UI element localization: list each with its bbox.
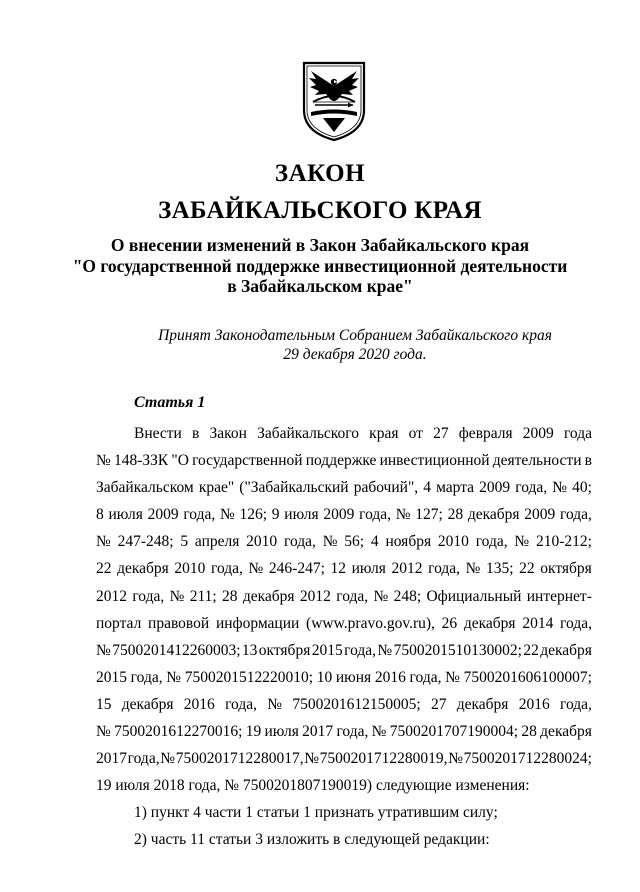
word: 148-ЗЗК — [113, 452, 169, 470]
word: года, — [283, 533, 316, 551]
body-line — [96, 447, 592, 474]
word: № — [96, 641, 111, 659]
word: 7500201612270016; — [114, 723, 243, 741]
word: 135; — [486, 560, 514, 578]
word: 2016 — [374, 668, 406, 686]
word: июля — [108, 506, 143, 524]
word: декабря — [456, 695, 509, 713]
word: февраля — [458, 425, 513, 442]
word: 2012 — [299, 587, 331, 605]
word: 2016 — [183, 695, 215, 713]
word: 2012 — [391, 560, 423, 578]
word: 26 — [441, 614, 458, 632]
word: декабря — [463, 614, 516, 632]
word: декабря — [242, 587, 295, 605]
word: 7500201712280019, — [319, 750, 448, 768]
word: 7500201512220010; — [184, 668, 314, 686]
word: правовой — [148, 614, 210, 632]
word: в — [192, 425, 200, 442]
word: 4 — [370, 533, 379, 551]
word: 56; — [344, 533, 365, 551]
word: 4 — [423, 479, 431, 497]
word: 40; — [572, 479, 592, 497]
article-heading: Статья 1 — [134, 394, 206, 411]
word: 27 — [433, 425, 449, 442]
word: июля — [351, 560, 386, 578]
body-line — [96, 691, 592, 718]
subtitle-line: в Забайкальском крае" — [227, 276, 413, 296]
word: № — [248, 560, 264, 578]
word: № — [96, 452, 111, 470]
word: поддержке — [305, 452, 377, 470]
word: апреля — [194, 533, 240, 551]
word: 9 — [271, 506, 280, 524]
word: года, — [560, 506, 592, 524]
word: № — [267, 695, 283, 713]
body-line — [96, 718, 592, 745]
word: рабочий", — [353, 479, 419, 497]
body-line — [96, 474, 592, 501]
word: 247-248; — [117, 533, 174, 551]
word: 5 — [180, 533, 189, 551]
word: года, — [336, 587, 369, 605]
word: 2015 — [311, 641, 343, 659]
word: года, — [560, 614, 592, 632]
word: крае" — [198, 479, 235, 497]
word: 2009 — [323, 506, 355, 524]
word: июля — [284, 506, 319, 524]
word: 246-247; — [268, 560, 325, 578]
word: года, — [127, 750, 160, 768]
word: № — [96, 533, 111, 551]
article-body — [96, 420, 592, 854]
word: марта — [436, 479, 475, 497]
body-line — [96, 555, 592, 582]
word: 2014 — [522, 614, 554, 632]
word: 7500201412260003; — [112, 641, 241, 659]
word: года, — [336, 723, 369, 741]
body-line — [96, 637, 592, 664]
body-line — [96, 528, 592, 555]
word: Закон — [209, 425, 247, 442]
word: года, — [183, 506, 216, 524]
adoption-date: 29 декабря 2020 года. — [283, 346, 427, 363]
word: информации — [215, 614, 300, 632]
word: 28 — [521, 723, 537, 741]
word: 2009 — [147, 506, 179, 524]
word: № — [552, 479, 568, 497]
word: 2010 — [174, 560, 206, 578]
word: ноября — [385, 533, 432, 551]
word: 2009 — [522, 425, 554, 442]
word: года, — [359, 506, 392, 524]
word: декабря — [467, 506, 520, 524]
word: № — [514, 533, 530, 551]
word: 7500201707190004; — [389, 723, 519, 741]
word: года, — [344, 641, 377, 659]
word: 28 — [447, 506, 464, 524]
word: 15 — [96, 695, 112, 713]
word: № — [377, 641, 393, 659]
adoption-note — [0, 326, 640, 364]
adoption-line: Принят Законодательным Собранием Забайкальского края — [158, 327, 552, 344]
word: 8 — [96, 506, 104, 524]
word: 12 — [330, 560, 346, 578]
word: 2017 — [96, 750, 127, 768]
body-line — [96, 610, 592, 637]
word: края — [369, 425, 399, 442]
word: ("Забайкальский — [239, 479, 349, 497]
body-line — [96, 664, 592, 691]
word: инвестиционной — [379, 452, 490, 470]
word: 27 — [430, 695, 447, 713]
word: года, — [225, 695, 257, 713]
word: Забайкальского — [257, 425, 360, 442]
word: 2010 — [246, 533, 278, 551]
word: 248; — [393, 587, 422, 605]
word: № — [169, 587, 185, 605]
word: 13 — [241, 641, 258, 659]
subtitle-line: О внесении изменений в Закон Забайкальского края — [110, 235, 530, 255]
word: октября — [540, 560, 592, 578]
word: декабря — [540, 723, 592, 741]
body-line — [96, 420, 592, 447]
word: 2009 — [524, 506, 556, 524]
word: июня — [335, 668, 372, 686]
word: 2010 — [437, 533, 469, 551]
list-item: 2) часть 11 статьи 3 изложить в следующей редакции: — [134, 831, 490, 849]
word: 28 — [222, 587, 238, 605]
word: 7500201606100007; — [463, 668, 592, 686]
word: № — [373, 587, 389, 605]
word: 22 — [523, 641, 539, 659]
subtitle-line: "О государственной поддержке инвестиционной деятельности — [72, 255, 568, 276]
word: от — [408, 425, 423, 442]
word: № — [448, 750, 463, 768]
word: № — [371, 723, 387, 741]
word: № — [219, 506, 235, 524]
word: интернет- — [526, 587, 592, 605]
word: в — [584, 452, 592, 470]
word: (www.pravo.gov.ru), — [306, 614, 435, 632]
word: декабря — [117, 560, 169, 578]
word: № — [166, 668, 182, 686]
word: декабря — [121, 695, 174, 713]
word: 210-212; — [536, 533, 592, 551]
word: № — [322, 533, 338, 551]
word: 211; — [189, 587, 217, 605]
word: 2017 — [302, 723, 334, 741]
word: 2015 — [96, 668, 127, 686]
body-line — [96, 583, 592, 610]
word: декабря — [540, 641, 592, 659]
body-line: 19 июля 2018 года, № 7500201807190019) следующие изменения: — [96, 777, 530, 795]
word: Официальный — [426, 587, 522, 605]
word: портал — [96, 614, 142, 632]
document-title: ЗАКОН — [274, 160, 366, 187]
word: года — [563, 425, 592, 442]
word: года, — [211, 560, 243, 578]
word: 2009 — [479, 479, 511, 497]
word: Забайкальском — [96, 479, 194, 497]
word: 22 — [519, 560, 535, 578]
word: года, — [428, 560, 461, 578]
word: деятельности — [492, 452, 582, 470]
word: 7500201612150005; — [292, 695, 421, 713]
list-item: 1) пункт 4 части 1 статьи 1 признать утратившим силу; — [134, 804, 498, 822]
word: 2016 — [518, 695, 550, 713]
word: № — [304, 750, 320, 768]
word: Внести — [134, 425, 182, 442]
body-line — [96, 745, 592, 772]
word: октября — [258, 641, 311, 659]
word: 126; — [239, 506, 268, 524]
document-subtitle — [0, 235, 640, 297]
word: 7500201712280017, — [175, 750, 304, 768]
word: года, — [130, 668, 163, 686]
body-line — [96, 501, 592, 528]
word: 22 — [96, 560, 112, 578]
document-region-title: ЗАБАЙКАЛЬСКОГО КРАЯ — [158, 197, 482, 224]
word: 7500201510130002; — [393, 641, 522, 659]
coat-of-arms-icon — [301, 60, 367, 142]
word: года, — [132, 587, 165, 605]
word: года, — [560, 695, 592, 713]
word: 127; — [415, 506, 443, 524]
word: 2012 — [96, 587, 127, 605]
word: года, — [409, 668, 442, 686]
word: № — [160, 750, 176, 768]
word: 10 — [316, 668, 333, 686]
word: года, — [475, 533, 508, 551]
word: "О — [171, 452, 189, 470]
word: 19 — [245, 723, 262, 741]
word: № — [465, 560, 481, 578]
word: № — [395, 506, 411, 524]
word: 7500201712280024; — [463, 750, 592, 768]
word: № — [445, 668, 460, 686]
word: государственной — [192, 452, 303, 470]
word: года, — [515, 479, 548, 497]
word: июля — [264, 723, 299, 741]
word: № — [96, 723, 111, 741]
